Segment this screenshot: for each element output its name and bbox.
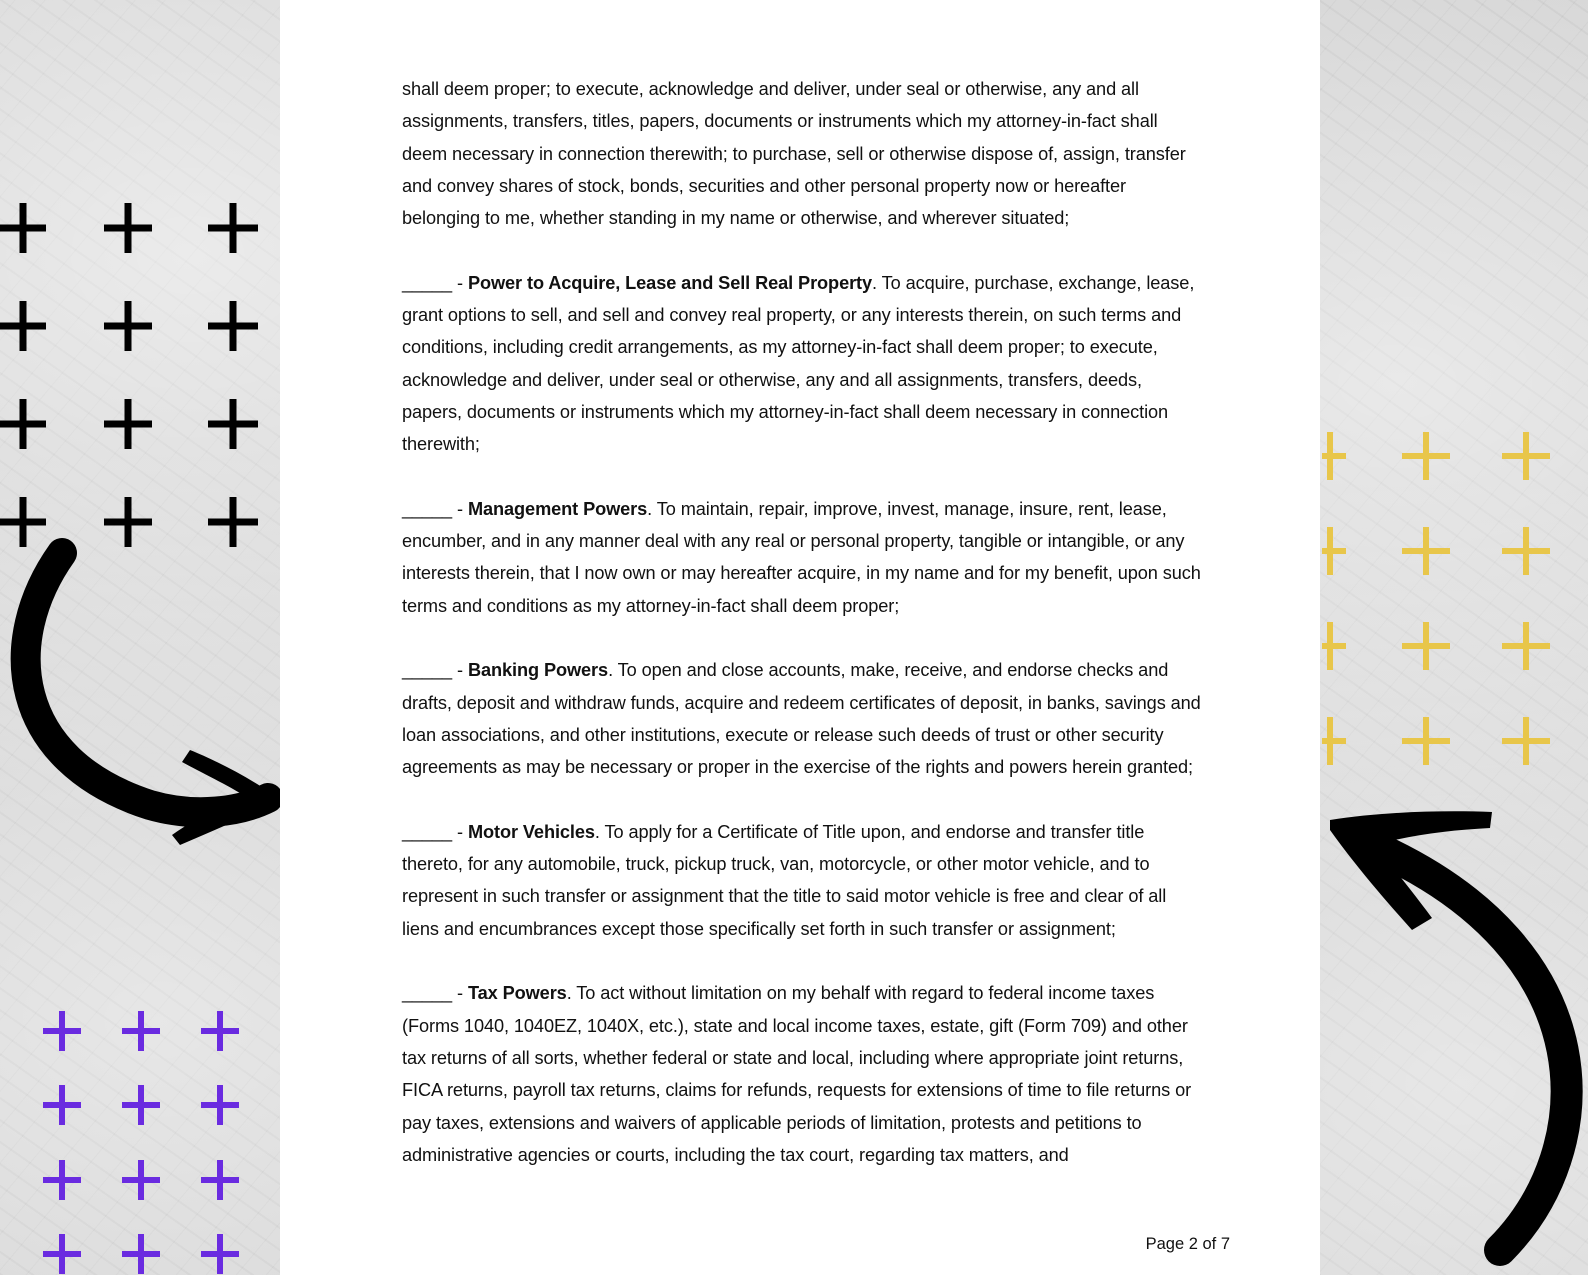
plus-icon [208,497,258,547]
page-number: Page 2 of 7 [1145,1235,1230,1253]
plus-icon [1322,622,1346,670]
paragraph-heading: Management Powers [467,498,648,519]
plus-icon [1502,622,1550,670]
initial-blank: _____ - [402,660,468,681]
plus-icon [122,1234,160,1274]
plus-icon [104,399,152,449]
plus-icon [1322,717,1346,765]
plus-icon [122,1011,160,1051]
paragraph-text: . To act without limitation on my behalf with regard to federal income taxes (Forms 1040, 1040EZ, 1040X, etc.), state and local income taxes, estate, gift (Form 709) and other tax returns of all sorts, whether federal or state and local, including where appropriate joint returns, FICA returns, payroll tax returns, claims for refunds, requests for extensions of time to file returns or pay taxes, extensions and waivers of applicable periods of limitation, protests and petitions to administrative agencies or courts, including the tax court, regarding tax matters, and [402,983,1192,1165]
initial-blank: _____ - [402,821,468,842]
plus-icon [43,1234,81,1274]
plus-icon [0,301,46,351]
plus-icon [43,1011,81,1051]
plus-icon [208,399,258,449]
plus-icon [104,203,152,253]
plus-icon [43,1160,81,1200]
plus-icon [104,497,152,547]
plus-icon [0,203,46,253]
plus-icon [43,1085,81,1125]
plus-icon [201,1234,239,1274]
paragraph-text: . To apply for a Certificate of Title upon, and endorse and transfer title thereto, for any automobile, truck, pickup truck, van, motorcycle, or other motor vehicle, and to represent in such transfer or assignment that the title to said motor vehicle is free and clear of all liens and encumbrances except those specifically set forth in such transfer or assignment; [402,821,1167,939]
paragraph-motor-vehicles [402,816,1202,945]
paragraph-real-property [402,267,1202,461]
plus-icon [1402,527,1450,575]
paragraph-text: . To maintain, repair, improve, invest, manage, insure, rent, lease, encumber, and in any manner deal with any real or personal property, tangible or intangible, or any interests therein, that I now own or may hereafter acquire, in my name and for my benefit, upon such terms and conditions as my attorney-in-fact shall deem proper; [402,498,1201,616]
plus-icon [1322,432,1346,480]
paragraph-continuation [402,73,1202,234]
paragraph-text: . To open and close accounts, make, receive, and endorse checks and drafts, deposit and withdraw funds, acquire and redeem certificates of deposit, in banks, savings and loan associations, and other institutions, execute or release such deeds of trust or other security agreements as may be necessary or proper in the exercise of the rights and powers herein granted; [402,660,1201,778]
plus-icon [122,1085,160,1125]
initial-blank: _____ - [402,498,468,519]
black-plus-grid [0,203,258,547]
plus-icon [201,1011,239,1051]
plus-icon [122,1160,160,1200]
plus-icon [1402,622,1450,670]
paragraph-management [402,493,1202,622]
document-page [280,0,1320,1275]
yellow-plus-grid [1322,432,1550,765]
paragraph-heading: Banking Powers [467,660,609,681]
document-body [402,73,1202,1203]
plus-icon [1402,432,1450,480]
plus-icon [0,497,46,547]
plus-icon [1402,717,1450,765]
initial-blank: _____ - [402,272,468,293]
purple-plus-grid [43,1011,239,1274]
plus-icon [1502,432,1550,480]
plus-icon [104,301,152,351]
plus-icon [201,1085,239,1125]
paragraph-heading: Power to Acquire, Lease and Sell Real Property [467,272,873,293]
plus-icon [1502,717,1550,765]
paragraph-tax [402,977,1202,1171]
initial-blank: _____ - [402,983,468,1004]
plus-icon [208,301,258,351]
plus-icon [1322,527,1346,575]
plus-icon [201,1160,239,1200]
plus-icon [208,203,258,253]
paragraph-heading: Tax Powers [467,983,567,1004]
paragraph-banking [402,654,1202,783]
plus-icon [1502,527,1550,575]
paragraph-text: shall deem proper; to execute, acknowledge and deliver, under seal or otherwise, any and all assignments, transfers, titles, papers, documents or instruments which my attorney-in-fact shall deem necessary in connection therewith; to purchase, sell or otherwise dispose of, assign, transfer and convey shares of stock, bonds, securities and other personal property now or hereafter belonging to me, whether standing in my name or otherwise, and wherever situated; [402,79,1186,229]
curved-arrow-icon [26,553,280,845]
paragraph-text: . To acquire, purchase, exchange, lease, grant options to sell, and sell and convey real property, or any interests therein, on such terms and conditions, including credit arrangements, as my attorney-in-fact shall deem proper; to execute, acknowledge and deliver, under seal or otherwise, any and all assignments, transfers, deeds, papers, documents or instruments which my attorney-in-fact shall deem necessary in connection therewith; [402,272,1195,455]
paragraph-heading: Motor Vehicles [467,821,595,842]
plus-icon [0,399,46,449]
curved-arrow-icon [1330,811,1567,1250]
